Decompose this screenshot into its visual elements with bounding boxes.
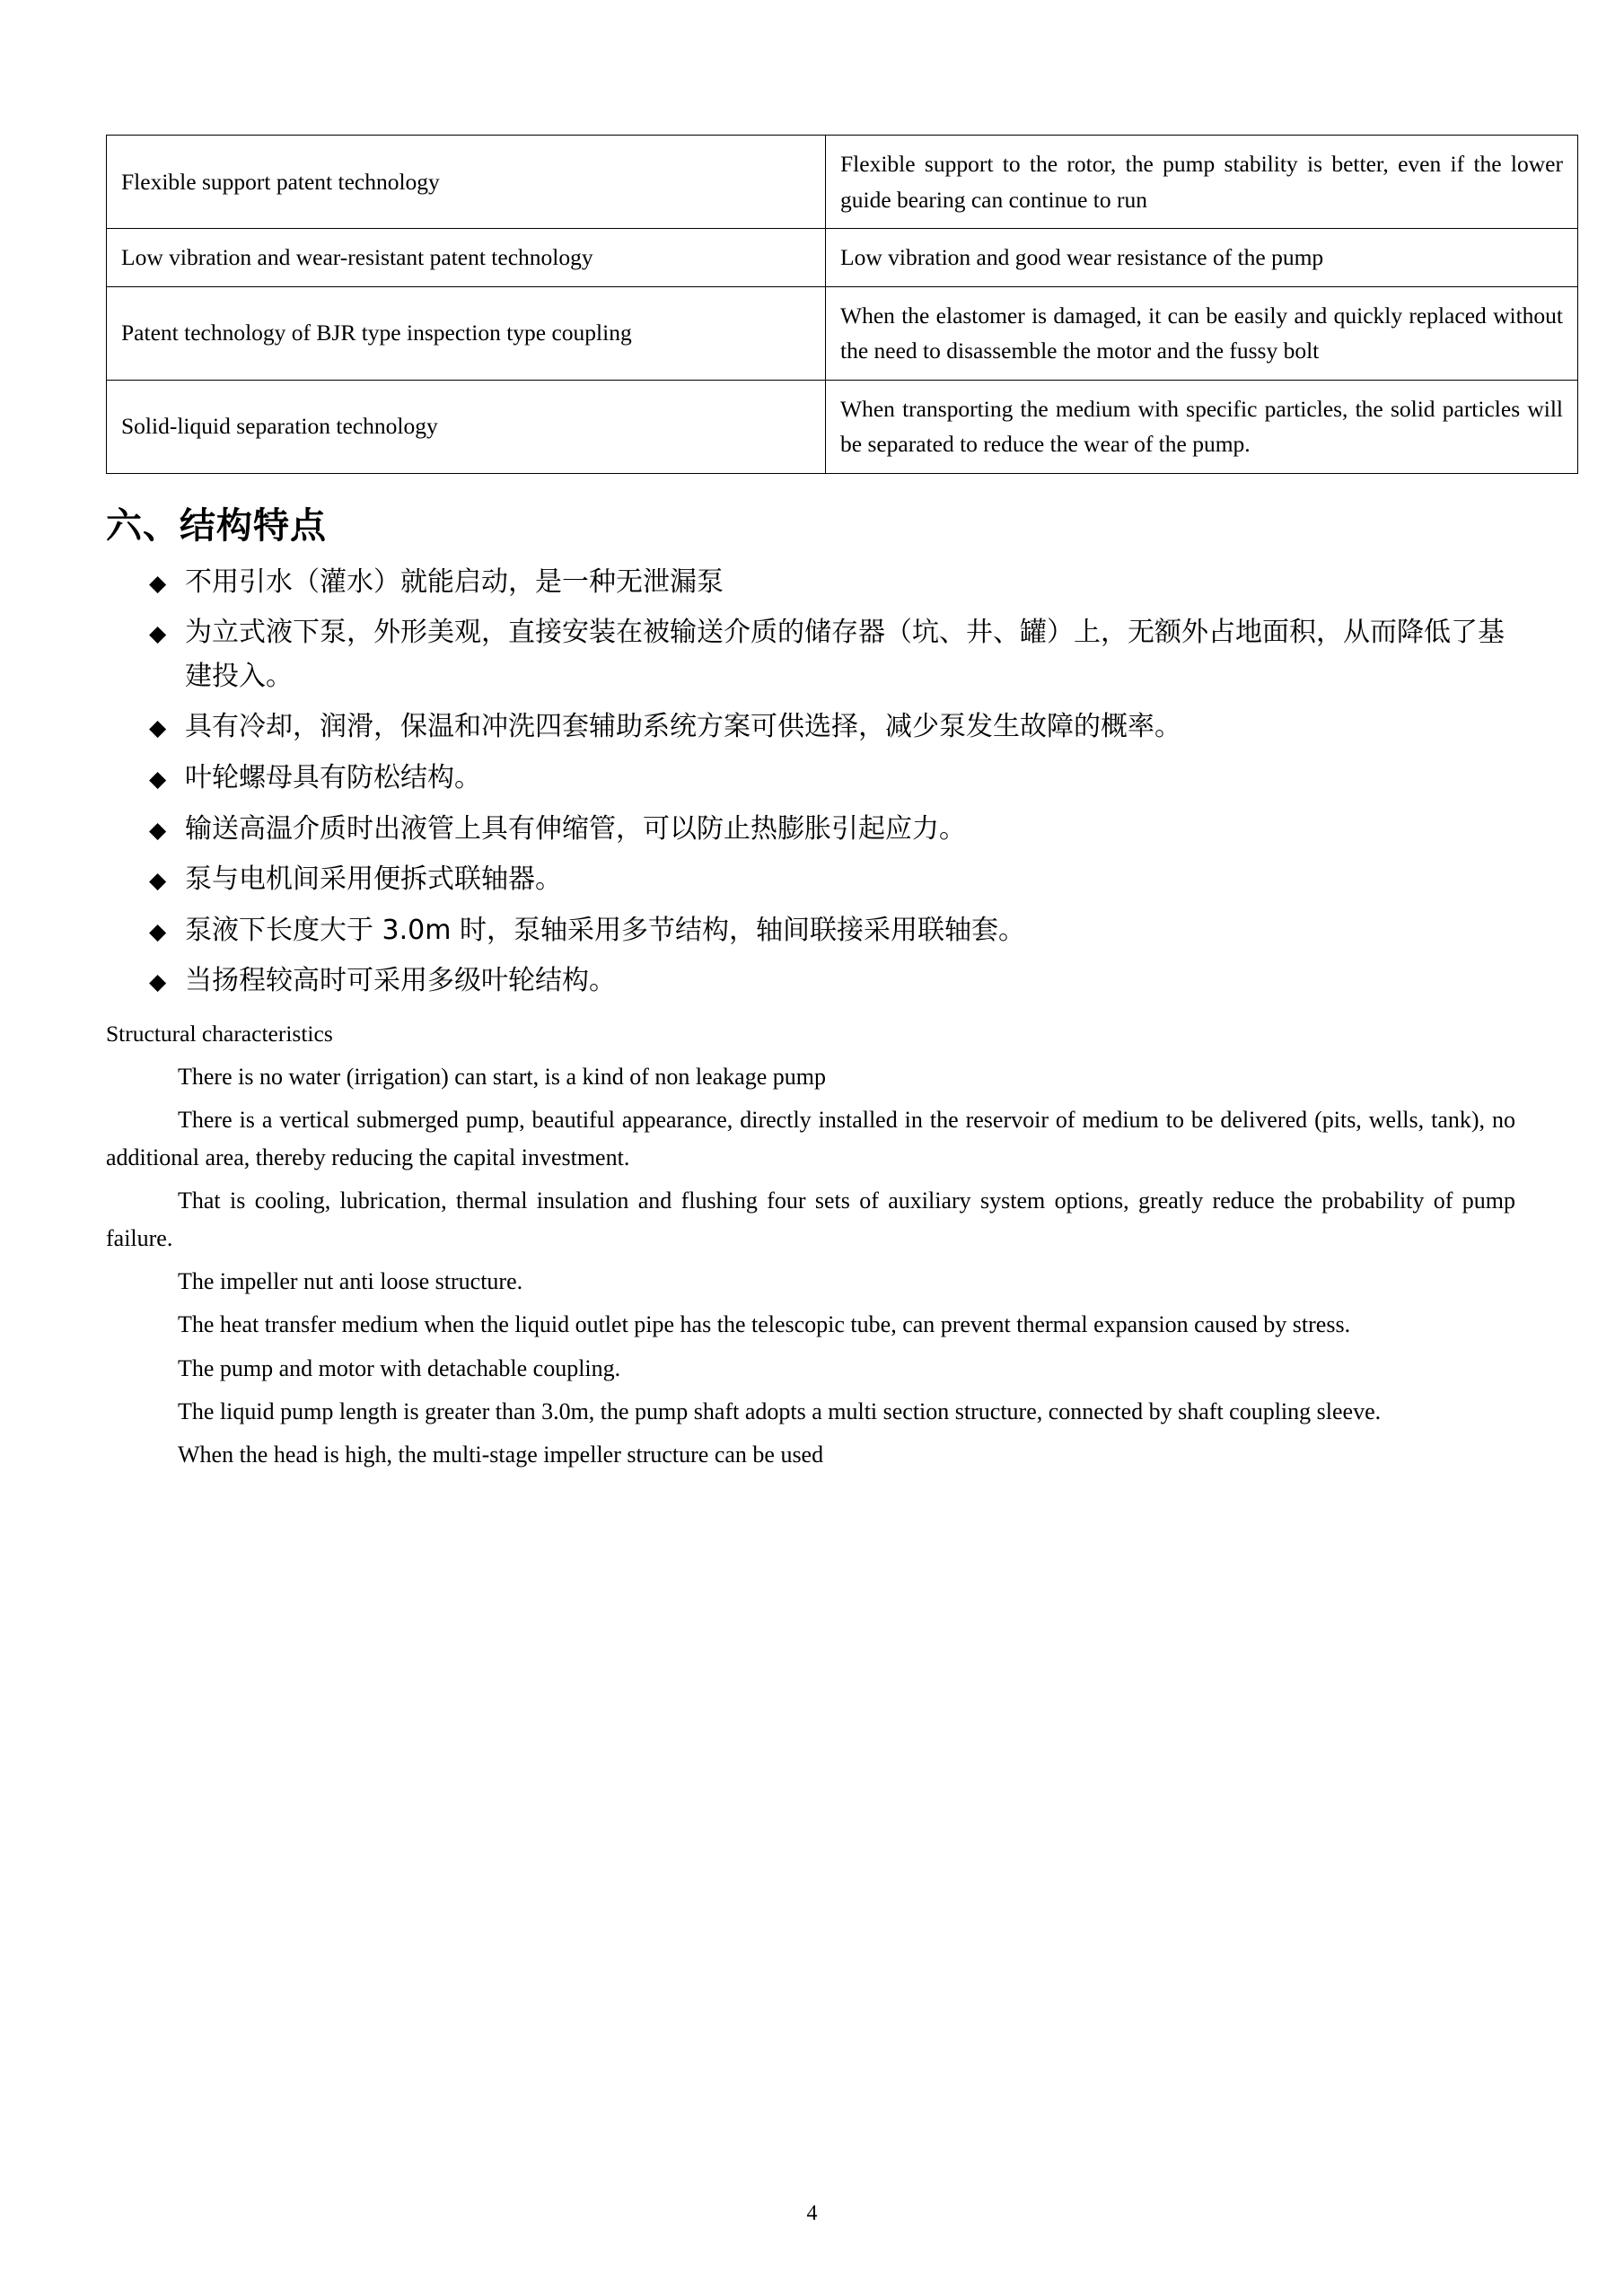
english-paragraph: There is no water (irrigation) can start, is a kind of non leakage pump [178,1063,826,1090]
list-item [106,808,1518,852]
list-item [106,611,1518,698]
table-row [107,286,1578,380]
table-cell-feature: Solid-liquid separation technology [107,380,826,473]
list-item [106,909,1518,953]
list-item-label: 泵与电机间采用便拆式联轴器。 [185,863,562,896]
diamond-bullet-icon: ◆ [149,867,167,894]
section-heading: 六、结构特点 [106,504,327,547]
diamond-bullet-icon: ◆ [149,968,167,995]
diamond-bullet-icon: ◆ [149,765,167,792]
english-paragraph: The impeller nut anti loose structure. [178,1268,523,1295]
table-row [107,136,1578,229]
table-cell-description: When the elastomer is damaged, it can be easily and quickly replaced without the need to disassemble the motor and the fussy bolt [826,286,1578,380]
english-paragraph: The pump and motor with detachable coupling. [178,1354,621,1381]
english-section-heading: Structural characteristics [106,1020,333,1047]
list-item [106,757,1518,801]
table-cell-description: Flexible support to the rotor, the pump stability is better, even if the lower guide bearing can continue to run [826,136,1578,229]
table-row [107,229,1578,287]
list-item-label: 输送高温介质时出液管上具有伸缩管，可以防止热膨胀引起应力。 [185,812,966,845]
list-item-label: 为立式液下泵，外形美观，直接安装在被输送介质的储存器（坑、井、罐）上，无额外占地面积，从而降低了基建投入。 [185,617,1505,692]
english-paragraph: That is cooling, lubrication, thermal insulation and flushing four sets of auxiliary system options, greatly reduce the probability of pump failure. [106,1187,1515,1252]
list-item-label: 不用引水（灌水）就能启动，是一种无泄漏泵 [185,565,724,598]
diamond-bullet-icon: ◆ [149,714,167,741]
list-item-label: 叶轮螺母具有防松结构。 [185,761,481,793]
diamond-bullet-icon: ◆ [149,569,167,596]
diamond-bullet-icon: ◆ [149,816,167,843]
table-row [107,380,1578,473]
diamond-bullet-icon: ◆ [149,917,167,944]
structural-features-list [106,561,1518,1003]
english-paragraph: The heat transfer medium when the liquid outlet pipe has the telescopic tube, can prevent thermal expansion caused by stress. [178,1311,1351,1338]
table-cell-feature: Low vibration and wear-resistant patent technology [107,229,826,287]
table-cell-description: Low vibration and good wear resistance of the pump [826,229,1578,287]
table-cell-feature: Flexible support patent technology [107,136,826,229]
list-item-label: 当扬程较高时可采用多级叶轮结构。 [185,965,616,997]
list-item [106,705,1518,749]
english-paragraph: The liquid pump length is greater than 3.0m, the pump shaft adopts a multi section structure, connected by shaft coupling sleeve. [178,1398,1382,1424]
list-item-label: 泵液下长度大于 3.0m 时，泵轴采用多节结构，轴间联接采用联轴套。 [185,914,1026,946]
page-number: 4 [806,2202,818,2225]
english-paragraph: There is a vertical submerged pump, beautiful appearance, directly installed in the reservoir of medium to be delivered (pits, wells, tank), no additional area, thereby reducing the capital investment. [106,1106,1515,1170]
feature-comparison-table [106,135,1578,474]
list-item [106,561,1518,605]
list-item [106,858,1518,902]
list-item-label: 具有冷却，润滑，保温和冲洗四套辅助系统方案可供选择，减少泵发生故障的概率。 [185,711,1181,743]
english-paragraph: When the head is high, the multi-stage impeller structure can be used [178,1441,824,1468]
diamond-bullet-icon: ◆ [149,620,167,647]
list-item [106,960,1518,1003]
table-cell-description: When transporting the medium with specific particles, the solid particles will be separated to reduce the wear of the pump. [826,380,1578,473]
table-cell-feature: Patent technology of BJR type inspection type coupling [107,286,826,380]
